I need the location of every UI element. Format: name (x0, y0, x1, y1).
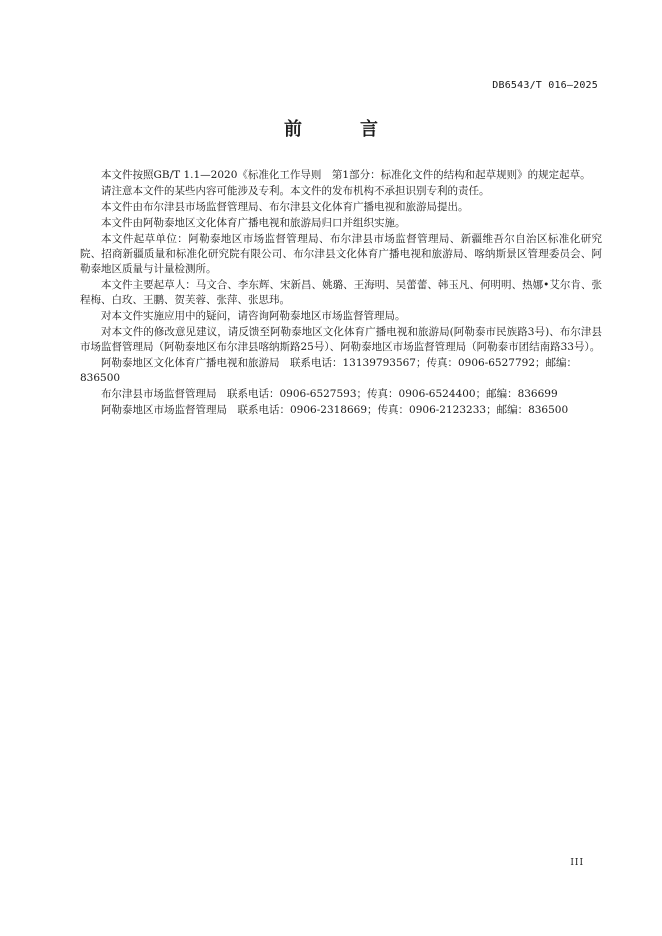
paragraph-inquiries: 对本文件实施应用中的疑问，请咨询阿勒泰地区市场监督管理局。 (101, 310, 406, 322)
page-number: III (570, 858, 584, 868)
paragraph-drafting-units: 本文件起草单位：阿勒泰地区市场监督管理局、布尔津县市场监督管理局、新疆维吾尔自治区标准化研究院、招商新疆质量和标准化研究院有限公司、布尔津县文化体育广播电视和旅游局、喀纳斯景区管理委员会、阿勒泰地区质量与计量检测所。 (80, 233, 602, 275)
paragraph-feedback: 对本文件的修改意见建议，请反馈至阿勒泰地区文化体育广播电视和旅游局(阿勒泰市民族路3号)、布尔津县市场监督管理局（阿勒泰地区布尔津县喀纳斯路25号）、阿勒泰地区市场监督管理局（阿勒泰市团结南路33号）。 (80, 326, 602, 353)
paragraph-patent-notice: 请注意本文件的某些内容可能涉及专利。本文件的发布机构不承担识别专利的责任。 (101, 185, 490, 197)
paragraph-drafting-basis: 本文件按照GB/T 1.1—2020《标准化工作导则 第1部分：标准化文件的结构和起草规则》的规定起草。 (101, 169, 591, 181)
paragraph-drafters: 本文件主要起草人：马文合、李东辉、宋新昌、姚璐、王海明、吴蕾蕾、韩玉凡、何明明、热娜•艾尔肯、张程梅、白玫、王鹏、贺芙蓉、张萍、张思玮。 (80, 279, 602, 306)
contact-line: 阿勒泰地区市场监督管理局 联系电话：0906-2318669；传真：0906-2123233；邮编：836500 (101, 404, 569, 416)
document-code: DB6543/T 016—2025 (492, 80, 598, 91)
contact-line: 布尔津县市场监督管理局 联系电话：0906-6527593；传真：0906-6524400；邮编：836699 (101, 388, 558, 400)
page-title: 前 言 (284, 119, 398, 140)
foreword-body (80, 168, 602, 419)
paragraph-administrator: 本文件由阿勒泰地区文化体育广播电视和旅游局归口并组织实施。 (101, 217, 406, 229)
contact-line: 阿勒泰地区文化体育广播电视和旅游局 联系电话：13139793567；传真：0906-6527792；邮编：836500 (80, 357, 578, 384)
paragraph-proposer: 本文件由布尔津县市场监督管理局、布尔津县文化体育广播电视和旅游局提出。 (101, 201, 469, 213)
